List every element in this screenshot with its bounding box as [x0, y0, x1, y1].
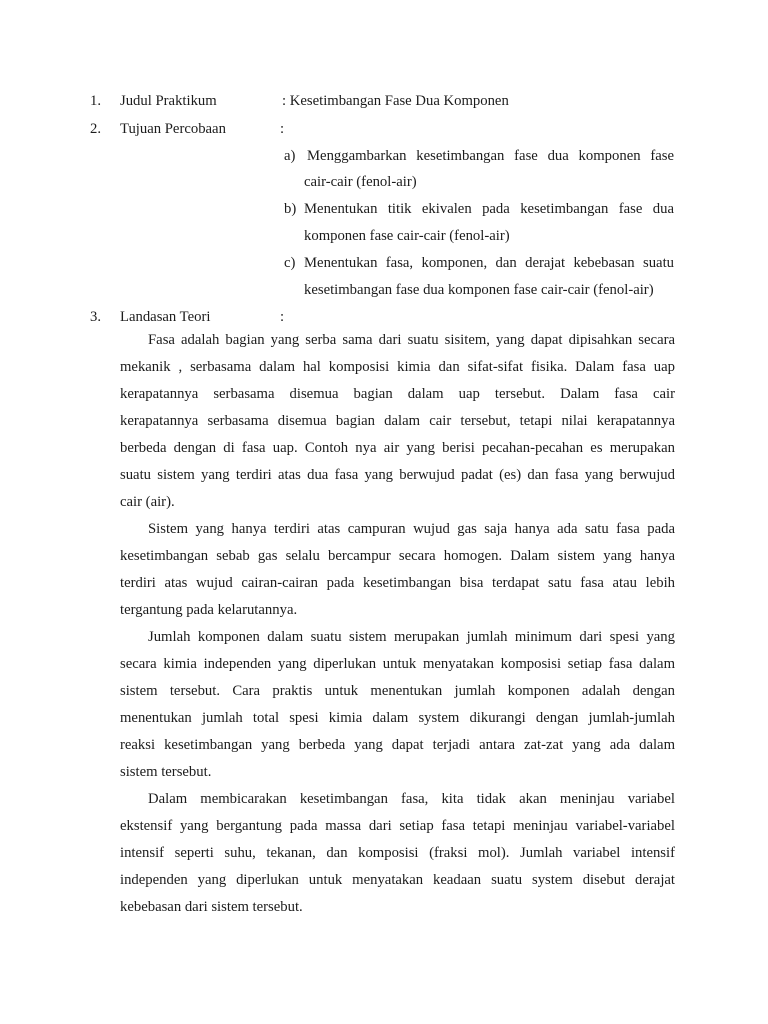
- paragraph-line: independen yang diperlukan untuk menyatakan keadaan suatu system disebut derajat: [120, 872, 675, 888]
- paragraph-line: sistem tersebut.: [120, 764, 212, 780]
- paragraph-line: suatu sistem yang terdiri atas dua fasa yang berwujud padat (es) dan fasa yang berwujud: [120, 467, 675, 483]
- item-colon: :: [280, 121, 285, 137]
- paragraph-line: kesetimbangan sebab gas selalu bercampur secara homogen. Dalam sistem yang hanya: [120, 548, 675, 564]
- objective-line: kesetimbangan fase dua komponen fase cair-cair (fenol-air): [304, 282, 654, 298]
- objective-line: Menentukan fasa, komponen, dan derajat kebebasan suatu: [304, 255, 674, 271]
- item-number: 3.: [90, 309, 102, 325]
- item-label: Tujuan Percobaan: [120, 121, 226, 137]
- paragraph-line: berbeda dengan di fasa uap. Contoh nya air yang berisi pecahan-pecahan es merupakan: [120, 440, 675, 456]
- item-number: 2.: [90, 121, 102, 137]
- paragraph-line: kebebasan dari sistem tersebut.: [120, 899, 303, 915]
- item-label: Judul Praktikum: [120, 93, 217, 109]
- objective-line: komponen fase cair-cair (fenol-air): [304, 228, 510, 244]
- paragraph-line: kerapatannya serbasama disemua bagian dalam cair tersebut, tetapi nilai kerapatannya: [120, 413, 675, 429]
- paragraph-line: ekstensif yang bergantung pada massa dari setiap fasa tetapi meninjau variabel-variabel: [120, 818, 675, 834]
- paragraph-line: intensif seperti suhu, tekanan, dan komposisi (fraksi mol). Jumlah variabel intensif: [120, 845, 675, 861]
- paragraph-line: terdiri atas wujud cairan-cairan pada kesetimbangan bisa terdapat satu fasa atau lebih: [120, 575, 675, 591]
- paragraph-line: tergantung pada kelarutannya.: [120, 602, 298, 618]
- objective-line: cair-cair (fenol-air): [304, 174, 417, 190]
- objective-letter: b): [284, 201, 297, 217]
- paragraph-line: sistem tersebut. Cara praktis untuk menentukan jumlah komponen adalah dengan: [120, 683, 675, 699]
- paragraph-line: reaksi kesetimbangan yang berbeda yang dapat terjadi antara zat-zat yang ada dalam: [120, 737, 675, 753]
- paragraph-line: secara kimia independen yang diperlukan untuk menyatakan komposisi setiap fasa dalam: [120, 656, 675, 672]
- paragraph-line: Fasa adalah bagian yang serba sama dari suatu sisitem, yang dapat dipisahkan secara: [148, 332, 675, 348]
- paragraph-line: mekanik , serbasama dalam hal komposisi kimia dan sifat-sifat fisika. Dalam fasa uap: [120, 359, 675, 375]
- objective-letter: a): [284, 148, 296, 164]
- objective-letter: c): [284, 255, 296, 271]
- paragraph-line: Sistem yang hanya terdiri atas campuran wujud gas saja hanya ada satu fasa pada: [148, 521, 675, 537]
- paragraph-line: Jumlah komponen dalam suatu sistem merupakan jumlah minimum dari spesi yang: [148, 629, 675, 645]
- paragraph-line: cair (air).: [120, 494, 175, 510]
- item-label: Landasan Teori: [120, 309, 211, 325]
- paragraph-line: kerapatannya serbasama disemua bagian dalam uap tersebut. Dalam fasa cair: [120, 386, 675, 402]
- paragraph-line: menentukan jumlah total spesi kimia dalam system dikurangi dengan jumlah-jumlah: [120, 710, 675, 726]
- paragraph-line: Dalam membicarakan kesetimbangan fasa, kita tidak akan meninjau variabel: [148, 791, 675, 807]
- objective-line: Menentukan titik ekivalen pada kesetimbangan fase dua: [304, 201, 674, 217]
- item-number: 1.: [90, 93, 102, 109]
- objective-line: Menggambarkan kesetimbangan fase dua komponen fase: [307, 148, 674, 164]
- item-value: : Kesetimbangan Fase Dua Komponen: [282, 93, 509, 109]
- item-colon: :: [280, 309, 285, 325]
